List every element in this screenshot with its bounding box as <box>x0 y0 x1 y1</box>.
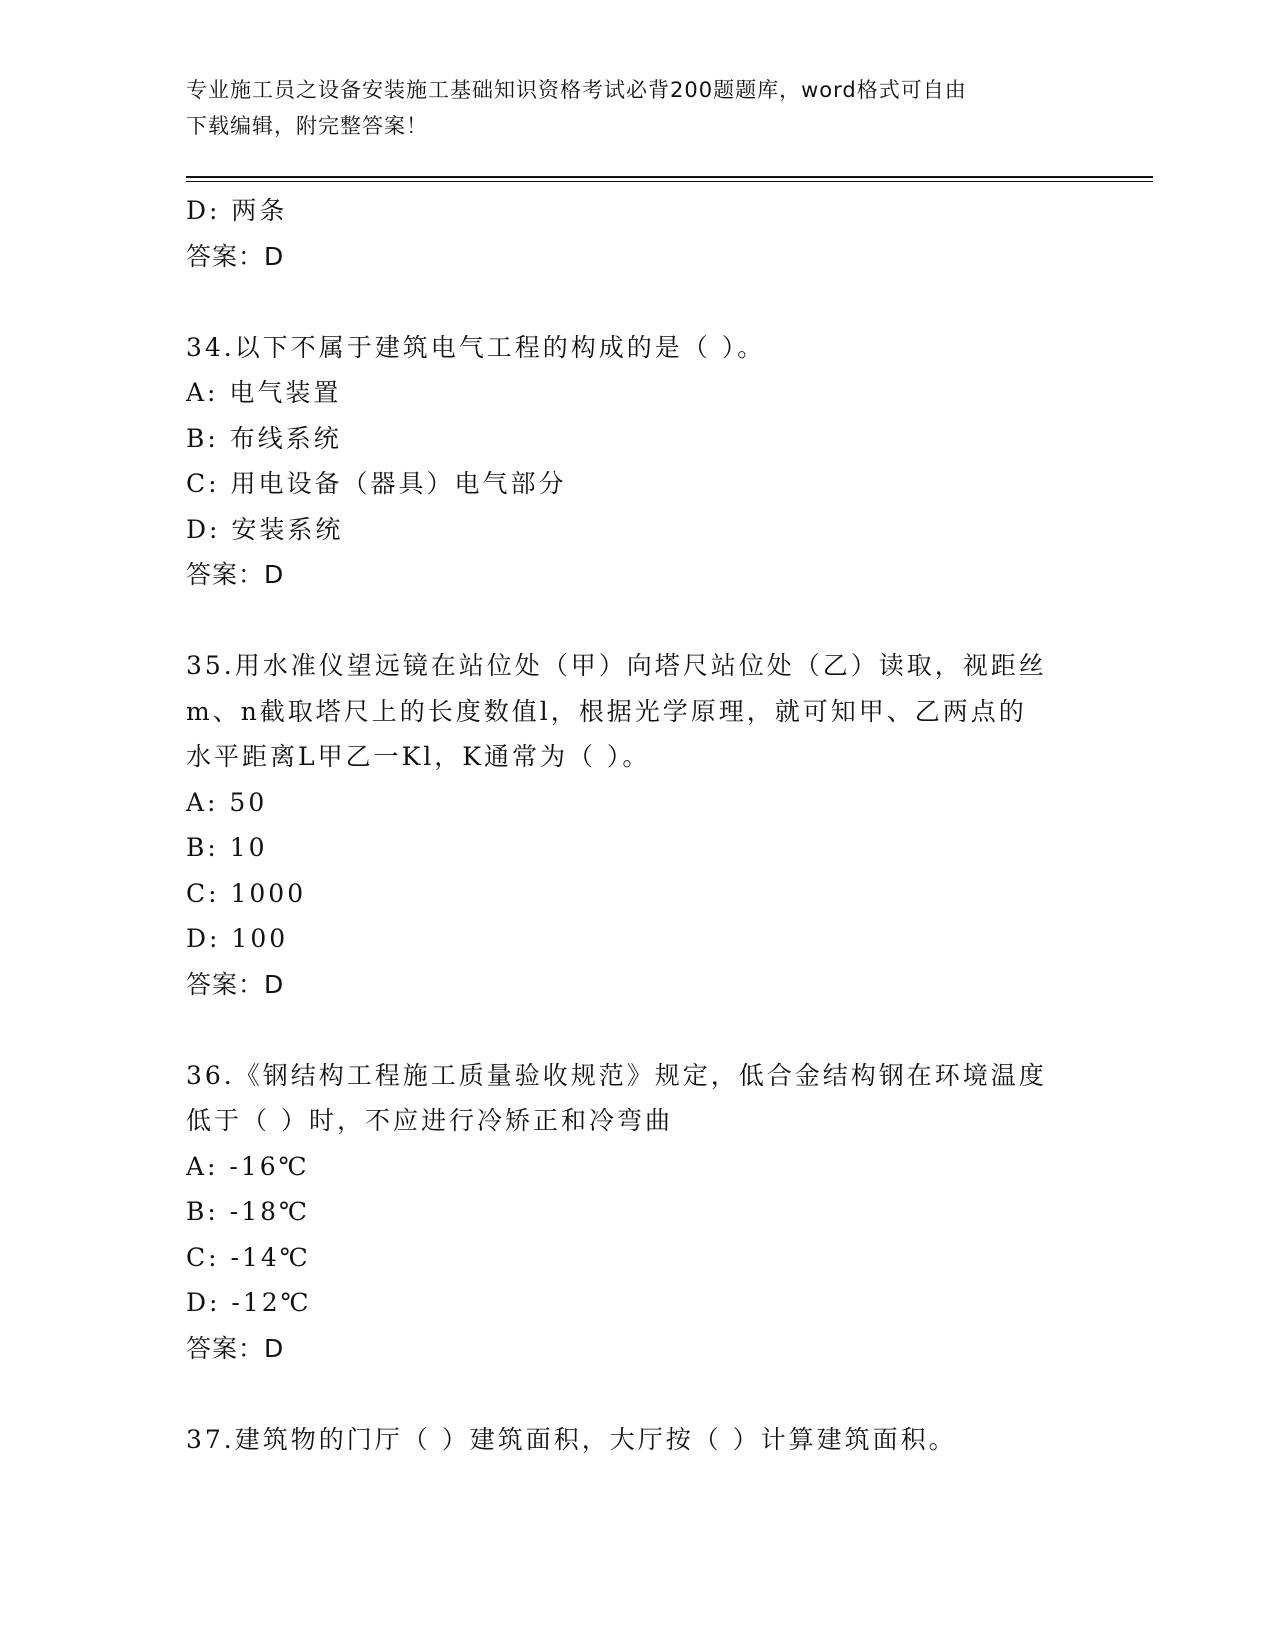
option-c: C: 1000 <box>186 878 307 908</box>
question-37 <box>186 1417 1086 1463</box>
header-divider-thin <box>186 181 1153 182</box>
answer-line: 答案：D <box>186 560 285 589</box>
question-stem: 低于（ ）时，不应进行冷矫正和冷弯曲 <box>186 1106 673 1135</box>
header-line-2: 下载编辑，附完整答案！ <box>186 114 428 138</box>
question-stem: m、n截取塔尺上的长度数值l，根据光学原理，就可知甲、乙两点的 <box>186 696 1027 726</box>
question-34 <box>186 325 1086 598</box>
document-header <box>186 72 1086 144</box>
option-a: A: -16℃ <box>186 1151 310 1181</box>
spacer <box>186 279 1086 325</box>
answer-line: 答案：D <box>186 241 285 271</box>
option-d: D: -12℃ <box>186 1288 312 1317</box>
question-stem: 水平距离L甲乙一Kl，K通常为（ ）。 <box>186 742 651 771</box>
option-c: C: -14℃ <box>186 1242 311 1272</box>
option-b: B: 10 <box>186 833 268 862</box>
question-36 <box>186 1053 1086 1372</box>
option-a: A: 50 <box>186 787 268 817</box>
answer-line: 答案：D <box>186 1333 285 1363</box>
spacer <box>186 598 1086 644</box>
question-stem: 34.以下不属于建筑电气工程的构成的是（ ）。 <box>186 332 766 362</box>
question-35 <box>186 643 1086 1007</box>
option-c: C: 用电设备（器具）电气部分 <box>186 469 567 498</box>
option-a: A: 电气装置 <box>186 378 342 407</box>
question-content <box>186 188 1086 1462</box>
option-d: D: 100 <box>186 924 289 953</box>
option-b: B: 布线系统 <box>186 423 342 453</box>
question-stem: 35.用水准仪望远镜在站位处（甲）向塔尺站位处（乙）读取，视距丝 <box>186 651 1047 680</box>
spacer <box>186 1007 1086 1053</box>
answer-line: 答案：D <box>186 969 285 999</box>
option-d: D: 两条 <box>186 196 288 225</box>
question-stem: 36.《钢结构工程施工质量验收规范》规定，低合金结构钢在环境温度 <box>186 1060 1047 1090</box>
header-line-1: 专业施工员之设备安装施工基础知识资格考试必背200题题库，word格式可自由 <box>186 78 967 102</box>
header-divider-thick <box>186 176 1153 178</box>
option-b: B: -18℃ <box>186 1197 310 1226</box>
spacer <box>186 1371 1086 1417</box>
question-stem: 37.建筑物的门厅（ ）建筑面积，大厅按（ ）计算建筑面积。 <box>186 1424 957 1454</box>
option-d: D: 安装系统 <box>186 514 344 544</box>
